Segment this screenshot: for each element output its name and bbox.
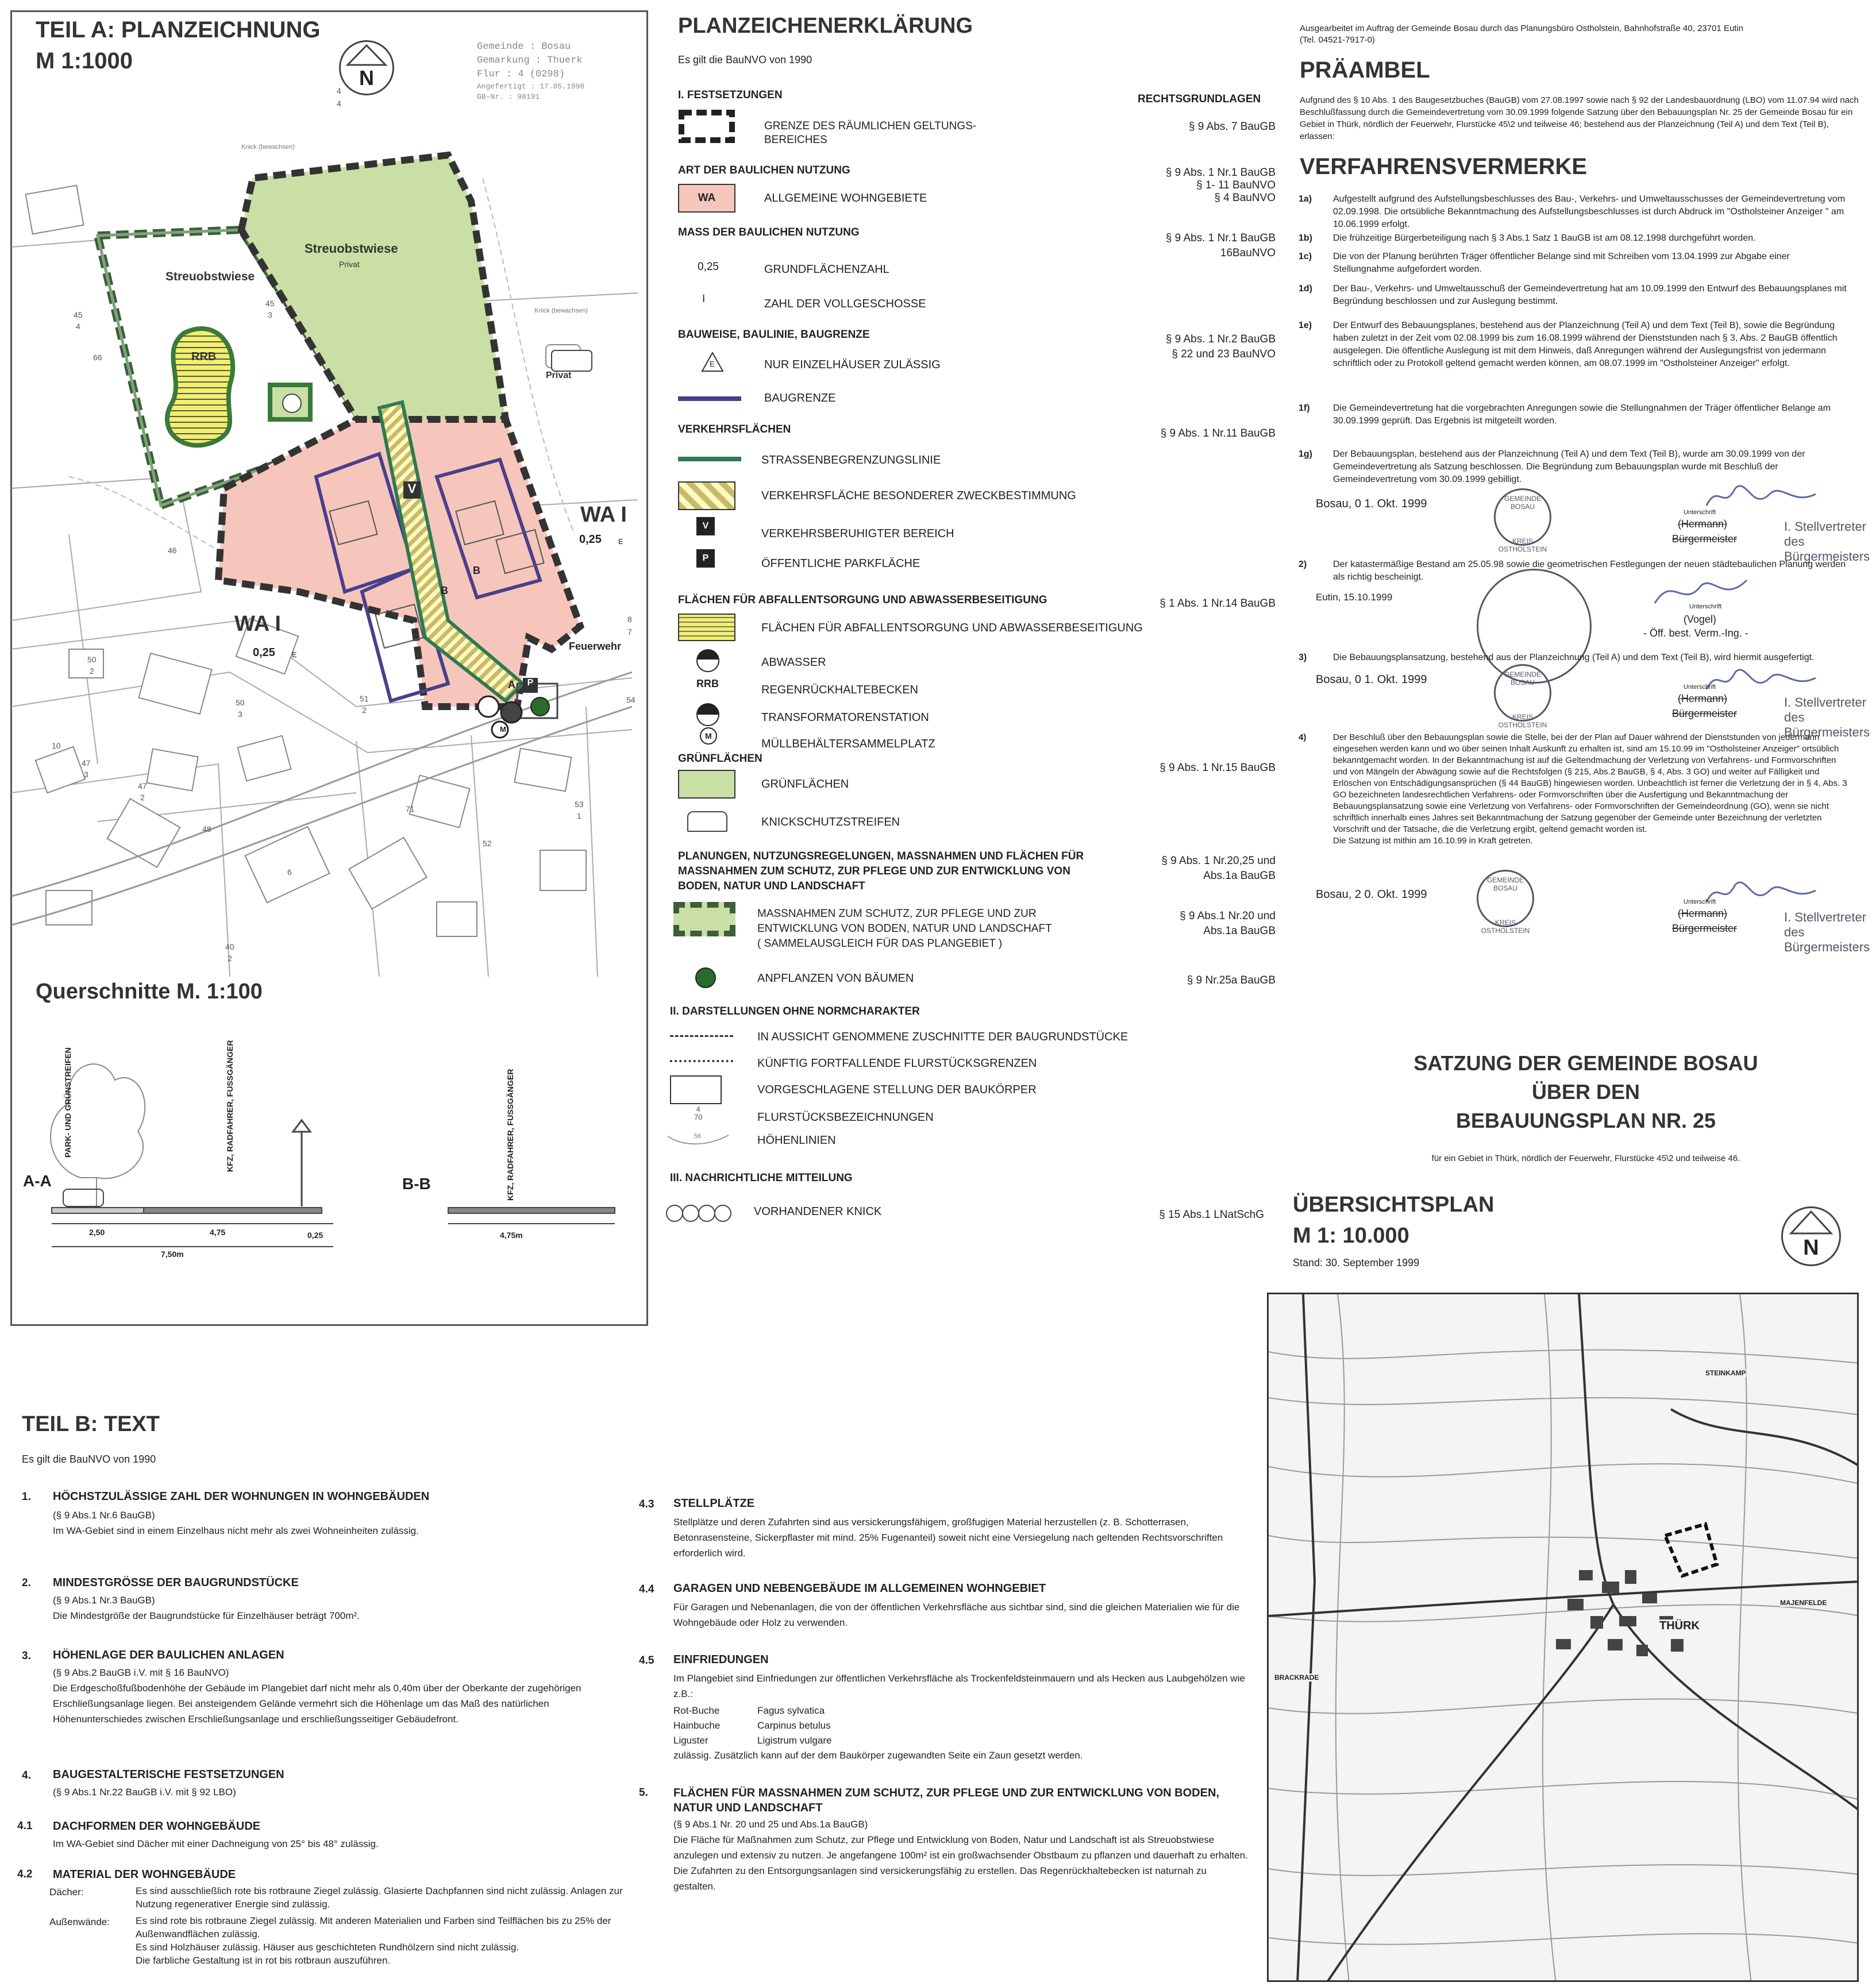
tb-key: Dächer: [49,1887,84,1898]
label-knick-1: Knick (bewachsen) [241,144,295,151]
legend-rechtsgrundlagen: RECHTSGRUNDLAGEN [1138,93,1261,105]
tb-heading: MINDESTGRÖSSE DER BAUGRUNDSTÜCKE [53,1576,299,1589]
knick-schutz-icon [687,811,727,832]
einzelhaus-letter: E [710,360,715,368]
proc-num: 1c) [1299,252,1312,261]
legend-wa: ALLGEMEINE WOHNGEBIETE [764,192,927,205]
parcel-label: 47 [138,781,147,790]
teil-b-baunvo: Es gilt die BauNVO von 1990 [22,1453,156,1465]
law-verkehr: § 9 Abs. 1 Nr.11 BauGB [1160,427,1276,439]
parcel-label: 52 [483,839,492,848]
parcel-label: 8 [627,615,632,624]
proc-text: Der Bebauungsplan, bestehend aus der Planzeichnung (Teil A) und dem Text (Teil B), wurde am 30.09.1999 von der Gemeindevertretung als Satzung beschlossen. Die Begründung zum Bebauungsplan wurde mit Beschluß der Gemeindevertretung vom 30.09.1999 gebilligt. [1333,449,1805,484]
legend-flurstueck: FLURSTÜCKSBEZEICHNUNGEN [757,1111,934,1124]
proc-text: Die frühzeitige Bürgerbeteiligung nach § 3 Abs.1 Satz 1 BauGB ist am 08.12.1998 durchgeführt worden. [1333,233,1756,243]
proc-1a [1299,193,1850,231]
tb-text: Für Garagen und Nebenanlagen, die von der öffentlichen Verkehrsfläche aus sichtbar sind, sind die gleichen Materialien wie für die Wohngebäude oder Holz zu verwenden. [673,1602,1240,1628]
proc-1b [1299,232,1850,245]
parcel-label: 2 [362,705,367,715]
tb-num: 4.2 [17,1868,33,1880]
uebersicht-scale: M 1: 10.000 [1293,1224,1409,1248]
label-b-1: B [473,565,480,576]
sig1-place: Bosau, 0 1. Okt. 1999 [1316,498,1427,510]
dim-475m: 4,75m [500,1231,523,1240]
tb-num: 4.5 [639,1655,654,1667]
parcel-label: 48 [202,824,211,834]
legend-muell: MÜLLBEHÄLTERSAMMELPLATZ [761,738,935,750]
label-v: V [403,481,421,499]
tb-num: 4. [22,1769,31,1781]
plant-name: Rot-Buche [673,1705,720,1716]
hoehenlinie-symbol: 56 [694,1133,702,1140]
label-b-2: B [441,585,448,596]
tb-heading: HÖHENLAGE DER BAULICHEN ANLAGEN [53,1649,284,1661]
tb-text: (§ 9 Abs.1 Nr. 20 und 25 und Abs.1a BauGB) Die Fläche für Maßnahmen zum Schutz, zur Pflege und Entwicklung von Boden, Natur und Landschaft ist als Streuobstwiese anzulegen und extensiv zu nutzen. Je angefangene 100m² ist ein großwachsender Obstbaum zu pflanzen und dauerhaft zu erhalten. Die Zufahrten zu den Entsorgungsanlagen sind versickerungsfähig zu erstellen. Das Regenrückhaltebecken ist naturnah zu gestalten. [673,1819,1248,1892]
legend-verkehrsberuhigt: VERKEHRSBERUHIGTER BEREICH [761,527,954,540]
tb-key: Außenwände: [49,1916,110,1927]
parcel-label: 3 [84,770,88,779]
legend-head-art: ART DER BAULICHEN NUTZUNG [678,164,850,176]
legend-baukoerper: VORGESCHLAGENE STELLUNG DER BAUKÖRPER [757,1083,1037,1096]
gruen-symbol [678,770,735,799]
stamp-1 [1494,488,1551,553]
parcel-label: 4 [337,99,341,108]
vertical-label-1: PARK- UND GRÜNSTREIFEN [63,1047,72,1158]
north-label-2: N [1803,1236,1819,1260]
sig1-unterschrift: Unterschrift [1684,509,1716,516]
sig4-buergermeister: Bürgermeister [1672,923,1738,934]
info-flur: Flur : 4 (0298) [477,69,565,80]
map-label-thuerk: THÜRK [1659,1619,1700,1632]
querschnitte-title: Querschnitte M. 1:100 [36,979,263,1004]
tb-heading: FLÄCHEN FÜR MASSNAHMEN ZUM SCHUTZ, ZUR PFLEGE UND ZUR ENTWICKLUNG VON BODEN, NATUR UND LANDSCHAFT [673,1787,1219,1814]
info-gemeinde: Gemeinde : Bosau [477,41,571,52]
vertical-label-3: KFZ, RADFAHRER, FUSSGÄNGER [506,1069,515,1201]
parcel-label: 45 [74,310,83,319]
legend-zuschnitt: IN AUSSICHT GENOMMENE ZUSCHNITTE DER BAUGRUNDSTÜCKE [757,1031,1128,1043]
legend-head-mass: MASS DER BAULICHEN NUTZUNG [678,226,860,238]
law-mass: § 9 Abs. 1 Nr.1 BauGB 16BauNVO [1165,232,1276,259]
sig4-place: Bosau, 2 0. Okt. 1999 [1316,888,1427,901]
legend-hoehenlinie: HÖHENLINIEN [757,1134,836,1147]
tb-text: (§ 9 Abs.2 BauGB i.V. mit § 16 BauNVO) Die Erdgeschoßfußbodenhöhe der Gebäude im Plangebiet darf nicht mehr als 0,40m über der Oberkante der zugehörigen Erschließungsanlage liegen. Bei ansteigendem Gelände vermehrt sich die Höhenlage um das Maß des natürlichen Höhenunterschiedes zwischen Erschließungsanlage und erschließungsseitiger Gebäudefront. [53,1667,581,1725]
label-wa-1: WA I [580,503,627,527]
parcel-label: 7 [627,627,632,637]
legend-head-nachrichtlich: III. NACHRICHTLICHE MITTEILUNG [670,1172,853,1184]
legend-knickschutz: KNICKSCHUTZSTREIFEN [761,816,900,828]
abwasser-icon [696,649,719,672]
label-rrb: RRB [191,350,217,363]
legend-head-abfall: FLÄCHEN FÜR ABFALLENTSORGUNG UND ABWASSERBESEITIGUNG [678,594,1047,606]
tb-num: 5. [639,1787,648,1799]
teil-b-title: TEIL B: TEXT [22,1412,160,1436]
parcel-label: 6 [287,867,292,877]
tb-heading: STELLPLÄTZE [673,1497,755,1510]
proc-text: Die Bebauungsplansatzung, bestehend aus der Planzeichnung (Teil A) und dem Text (Teil B), wird hiermit ausgefertigt. [1333,653,1815,662]
proc-num: 1e) [1299,321,1312,330]
stamp-3 [1494,664,1551,729]
legend-head-darstellungen: II. DARSTELLUNGEN OHNE NORMCHARAKTER [670,1005,920,1017]
tb-heading: BAUGESTALTERISCHE FESTSETZUNGEN [53,1768,284,1781]
proc-num: 1g) [1299,449,1312,459]
legend-abwasser: ABWASSER [761,656,826,669]
proc-text: Der Beschluß über den Bebauungsplan sowie die Stelle, bei der der Plan auf Dauer während der Dienststunden von jedermann eingesehen werden kann und wo über seinen Inhalt Auskunft zu erhalten ist, sind am 15.10.99 im "Ostholsteiner Anzeiger" ortsüblich bekanntgemacht worden. In der Bekanntmachung ist auf die Geltendmachung der Verletzung von Verfahrens- und Formvorschriften und von Mängeln der Abwägung sowie auf die Rechtsfolgen (§ 215, Abs.2 BauGB, § 4, Abs. 3 GO) und weiter auf Fälligkeit und Erlöschen von Entschädigungsansprüchen (§ 44 BauGB) hingewiesen worden. Unbeachtlich ist ferner die Verletzung der in § 4, Abs. 3 GO bezeichneten landesrechtlichen Verfahrens- oder Formvorschriften über die Ausfertigung und Bekanntmachung der Bebauungsplansatzung sowie eine Verletzung von Verfahrens- oder Formvorschriften der Gemeindeordnung (GO), wenn sie nicht schriftlich innerhalb eines Jahres seit Bekanntmachung der Satzung gegenüber der Gemeinde unter Bezeichnung der verletzten Vorschrift und der Tatsache, die die Verletzung ergibt, geltend gemacht worden ist. Die Satzung ist mithin am 16.10.99 in Kraft getreten. [1333,732,1847,846]
einzelhaus-symbol [701,352,724,372]
tb-text: Es sind rote bis rotbraune Ziegel zulässig. Mit anderen Materialien und Farben sind Teilflächen bis zu 25% der Außenwandflächen zulässig. Es sind Holzhäuser zulässig. Häuser aus geschichteten Rundhölzern sind nicht zulässig. Die farbliche Gestaltung ist in rot bis rotbraun auszuführen. [136,1915,611,1966]
tb-num: 4.4 [639,1583,654,1595]
transformator-icon [696,703,719,726]
sig4-stellv: I. Stellvertreter des Bürgermeisters [1784,910,1870,954]
parcel-label: 53 [575,800,584,809]
sig3-stellv: I. Stellvertreter des Bürgermeisters [1784,695,1870,739]
tb-heading: MATERIAL DER WOHNGEBÄUDE [53,1868,236,1881]
proc-4 [1299,732,1850,847]
sig3-buergermeister: Bürgermeister [1672,708,1738,719]
legend-head-massnahmen: PLANUNGEN, NUTZUNGSREGELUNGEN, MASSNAHMEN UND FLÄCHEN FÜR MASSNAHMEN ZUM SCHUTZ, ZUR PFLEGE UND ZUR ENTWICKLUNG VON BODEN, NATUR UND LANDSCHAFT [678,850,1084,892]
proc-num: 1d) [1299,284,1312,294]
map-label-majenfelde: MAJENFELDE [1780,1599,1827,1607]
knick-icon [665,1203,734,1224]
wa-symbol: WA [678,184,735,213]
tb-text: Im Plangebiet sind Einfriedungen zur öffentlichen Verkehrsfläche als Trockenfeldsteinmauern und als Hecken aus Laubgehölzen wie z.B.: [673,1673,1245,1699]
satzung-title: SATZUNG DER GEMEINDE BOSAU ÜBER DEN BEBAUUNGSPLAN NR. 25 [1413,1051,1758,1132]
legend-head-verkehr: VERKEHRSFLÄCHEN [678,423,791,435]
label-p: P [523,678,538,693]
plan-info-block [477,40,644,102]
parcel-label: 71 [406,804,415,813]
legend-head-bauweise: BAUWEISE, BAULINIE, BAUGRENZE [678,329,870,341]
sig4-hermann: (Hermann) [1678,908,1728,919]
label-streuobst-left: Streuobstwiese [165,270,255,283]
proc-1e [1299,319,1850,370]
law-gruen: § 9 Abs. 1 Nr.15 BauGB [1160,762,1276,774]
parcel-label: 3 [238,709,242,719]
rrb-basin [167,329,233,445]
site-plan [11,132,644,977]
parcel-label: 51 [360,694,369,703]
parcel-label: 66 [93,353,102,362]
topographic-map [1269,1294,1859,1982]
parcel-label: 10 [52,741,61,750]
plant-latin: Carpinus betulus [757,1720,831,1731]
sig2-vogel: (Vogel) [1684,614,1717,625]
parcel-label: 40 [225,942,234,951]
map-label-steinkamp: STEINKAMP [1705,1369,1746,1377]
label-streuobst-privat: Streuobstwiese [305,241,398,256]
label-privat-2: Privat [546,371,572,380]
legend-head-gruen: GRÜNFLÄCHEN [678,753,762,765]
label-knick-2: Knick (bewachsen) [534,307,588,314]
proc-text: Die von der Planung berührten Träger öffentlicher Belange sind mit Schreiben vom 13.04.1999 zur Abgabe einer Stellungnahme aufgefordert worden. [1333,252,1790,274]
proc-1d [1299,283,1850,308]
proc-text: Der katastermäßige Bestand am 25.05.98 sowie die geometrischen Festlegungen der neuen städtebaulichen Planung werden als richtig bescheinigt. [1333,560,1846,582]
sig4-unterschrift: Unterschrift [1684,898,1716,905]
uebersicht-title: ÜBERSICHTSPLAN [1293,1193,1494,1217]
p-symbol: P [696,549,715,568]
legend-abfall: FLÄCHEN FÜR ABFALLENTSORGUNG UND ABWASSERBESEITIGUNG [761,622,1143,634]
uebersicht-map [1267,1293,1859,1982]
proc-1c [1299,250,1850,276]
stamp-text: KREIS OSTHOLSTEIN [1498,713,1547,729]
plant-name: Liguster [673,1735,708,1746]
sig1-buergermeister: Bürgermeister [1672,533,1738,545]
dim-250: 2,50 [89,1228,105,1237]
parcel-label: 54 [626,695,635,704]
proc-num: 4) [1299,732,1307,742]
sig3-place: Bosau, 0 1. Okt. 1999 [1316,673,1427,686]
section-bb-label: B-B [402,1175,431,1193]
law-knick: § 15 Abs.1 LNatSchG [1159,1209,1264,1221]
massnahmen-symbol [673,902,735,936]
legend-vollgeschosse: ZAHL DER VOLLGESCHOSSE [764,298,926,310]
proc-text: Der Entwurf des Bebauungsplanes, bestehend aus der Planzeichnung (Teil A) und dem Text (Teil B), sowie die Begründung haben zuletzt in der Zeit vom 02.08.1999 bis zum 16.08.1999 während der Dienststunden nach § 3, Abs. 2 BauGB öffentlich ausgelegen. Die öffentliche Auslegung ist mit dem Hinweis, daß Anregungen während der Auslegungsfrist von jedermann schriftlich oder zu Protokoll geltend gemacht werden können, am 08.07.1999 im "Ostholsteiner Anzeiger" erfolgt. [1333,321,1838,368]
sig3-unterschrift: Unterschrift [1684,684,1716,691]
legend-gruen: GRÜNFLÄCHEN [761,778,849,790]
legend-transformator: TRANSFORMATORENSTATION [761,711,929,724]
tb-num: 4.1 [17,1820,33,1832]
tb-num: 1. [22,1491,31,1503]
tb-text: (§ 9 Abs.1 Nr.22 BauGB i.V. mit § 92 LBO) [53,1787,236,1798]
legend-knick: VORHANDENER KNICK [754,1205,882,1218]
tb-num: 3. [22,1650,31,1662]
tb-text: (§ 9 Abs.1 Nr.6 BauGB) Im WA-Gebiet sind in einem Einzelhaus nicht mehr als zwei Wohneinheiten zulässig. [53,1510,419,1536]
tb-heading: GARAGEN UND NEBENGEBÄUDE IM ALLGEMEINEN WOHNGEBIET [673,1582,1046,1595]
muell-letter: M [705,731,712,741]
proc-2 [1299,558,1850,584]
tb-heading: DACHFORMEN DER WOHNGEBÄUDE [53,1820,261,1833]
dim-025: 0,25 [307,1231,323,1240]
satzung-subtitle: für ein Gebiet in Thürk, nördlich der Feuerwehr, Flurstücke 45\2 und teilweise 46. [1431,1154,1740,1163]
proc-num: 1b) [1299,233,1312,243]
legend-zweckbestimmung: VERKEHRSFLÄCHE BESONDERER ZWECKBESTIMMUNG [761,489,1076,502]
stamp-text: KREIS OSTHOLSTEIN [1481,919,1530,935]
legend-baunvo: Es gilt die BauNVO von 1990 [678,54,812,65]
sig3-hermann: (Hermann) [1678,693,1728,704]
law-abfall: § 1 Abs. 1 Nr.14 BauGB [1160,597,1276,610]
north-label: N [359,66,374,90]
legend-parkflaeche: ÖFFENTLICHE PARKFLÄCHE [761,557,920,570]
dim-750: 7,50m [161,1250,184,1259]
baugrenze-symbol [678,396,741,401]
grz-symbol: 0,25 [698,261,719,273]
proc-text: Die Gemeindevertretung hat die vorgebrachten Anregungen sowie die Stellungnahmen der Träger öffentlicher Belange am 30.09.1999 geprüft. Das Ergebnis ist mitgeteilt worden. [1333,403,1831,426]
rrb-symbol: RRB [696,678,719,689]
legend-geltungsbereich: GRENZE DES RÄUMLICHEN GELTUNGS- BEREICHES [764,120,977,146]
v-symbol: V [696,517,715,535]
legend-einzelhaus: NUR EINZELHÄUSER ZULÄSSIG [764,358,941,371]
proc-1f [1299,402,1850,427]
tb-text: Stellplätze und deren Zufahrten sind aus versickerungsfähigem, großfugigen Material herzustellen (z. B. Schotterrasen, Betonrasensteine, Sickerpflaster mit mind. 25% Fugenanteil) soweit nicht eine Versiegelung nach geltenden Rechtsvorschriften erforderlich wird. [673,1517,1223,1559]
parcel-label: 50 [236,698,245,707]
teil-a-title: TEIL A: PLANZEICHNUNG [36,17,321,43]
legend-massnahmen: MASSNAHMEN ZUM SCHUTZ, ZUR PFLEGE UND ZUR ENTWICKLUNG VON BODEN, NATUR UND LANDSCHAFT ( SAMMELAUSGLEICH FÜR DAS PLANGEBIET ) [757,908,1052,950]
geltungsbereich-symbol [678,109,735,144]
legend-festsetzungen: I. FESTSETZUNGEN [678,89,783,101]
plant-latin: Fagus sylvatica [757,1705,825,1716]
ausgearbeitet: Ausgearbeitet im Auftrag der Gemeinde Bosau durch das Planungsbüro Ostholstein, Bahnhofstraße 40, 23701 Eutin (Tel. 04521-7917-0) [1300,24,1744,45]
sig2-vermessung: - Öff. best. Verm.-Ing. - [1643,627,1748,639]
sig1-stellv: I. Stellvertreter des Bürgermeisters [1784,519,1870,564]
label-wa-2: WA I [234,612,281,636]
parcel-label: 2 [140,793,145,802]
zuschnitt-symbol [670,1035,733,1037]
sig1-hermann: (Hermann) [1678,518,1728,530]
tb-num: 4.3 [639,1498,654,1510]
signature-1 [1701,477,1827,517]
north-arrow-icon [339,40,394,95]
dim-475: 4,75 [210,1228,226,1237]
stamp-text: KREIS OSTHOLSTEIN [1498,537,1547,553]
zweckbestimmung-symbol [678,481,735,510]
label-grz-2: 0,25 [253,646,275,659]
north-arrow-2-icon [1781,1206,1841,1266]
proc-text: Der Bau-, Verkehrs- und Umweltausschuß der Gemeindevertretung hat am 10.09.1999 den Entwurf des Bebauungsplanes mit Begründung beschlossen und zur Auslegung bestimmt. [1333,284,1847,306]
legend-fortfallend: KÜNFTIG FORTFALLENDE FLURSTÜCKSGRENZEN [757,1057,1037,1070]
law-massnahmen: § 9 Abs. 1 Nr.20,25 und Abs.1a BauGB [1161,855,1276,882]
label-e-1: E [618,537,623,546]
sig2-unterschrift: Unterschrift [1689,603,1722,610]
proc-text: Aufgestellt aufgrund des Aufstellungsbeschlusses des Bau-, Verkehrs- und Umweltausschusses der Gemeindevertretung vom 02.09.1998. Die ortsübliche Bekanntmachung des Aufstellungsbeschlusses ist durch Abdruck im "Ostholsteiner Anzeiger " am 10.06.1999 erfolgt. [1333,194,1846,229]
law-bauweise: § 9 Abs. 1 Nr.2 BauGB § 22 und 23 BauNVO [1165,333,1276,360]
parcel-label: 50 [87,655,97,664]
parcel-label: 1 [577,811,581,820]
parcel-label: 2 [228,954,232,963]
law-geltungsbereich: § 9 Abs. 7 BauGB [1188,121,1276,133]
parcel-label: 2 [90,666,94,676]
law-massnahmen-2: § 9 Abs.1 Nr.20 und Abs.1a BauGB [1180,910,1276,937]
info-date: Angefertigt : 17.05.1998 [477,82,585,91]
parcel-label: 4 [337,86,341,95]
tb-heading: EINFRIEDUNGEN [673,1653,769,1666]
tb-text: (§ 9 Abs.1 Nr.3 BauGB) Die Mindestgröße der Baugrundstücke für Einzelhäuser beträgt 700m². [53,1595,360,1621]
baum-icon [695,967,716,988]
praeambel-text: Aufgrund des § 10 Abs. 1 des Baugesetzbuches (BauGB) vom 27.08.1997 sowie nach § 92 der Landesbauordnung (LBO) vom 11.07.94 wird nach Beschlußfassung durch die Gemeindevertretung vom 30.09.1999 folgende Satzung über den Bebauungsplan Nr. 25 der Gemeinde Bosau für ein Gebiet in Thürk, nördlich der Feuerwehr, Flurstücke 45\2 und teilweise 46; bestehend aus der Planzeichnung (Teil A) und dem Text (Teil B), erlassen: [1300,95,1859,141]
law-baum: § 9 Nr.25a BauGB [1187,974,1276,986]
cross-sections [23,1017,638,1270]
parcel-label: 47 [82,758,91,768]
plant-name: Hainbuche [673,1720,721,1731]
tb-text: Es sind ausschließlich rote bis rotbraune Ziegel zulässig. Glasierte Dachpfannen sind nicht zulässig. Anlagen zur Nutzung regenerativer Energie sind zulässig. [136,1885,623,1910]
strassenbegrenzung-symbol [678,457,741,461]
muell-icon [700,727,717,745]
legend-strassenbegrenzung: STRASSENBEGRENZUNGSLINIE [761,454,941,466]
stamp-text: GEMEINDE BOSAU [1504,495,1541,511]
proc-num: 3) [1299,653,1307,662]
parcel-label: 46 [168,546,177,555]
info-gbnr: GB-Nr. : 98191 [477,92,540,101]
law-art: § 9 Abs. 1 Nr.1 BauGB § 1- 11 BauNVO § 4 BauNVO [1165,167,1276,204]
verfahren-title: VERFAHRENSVERMERKE [1300,154,1588,179]
vertical-label-2: KFZ, RADFAHRER, FUSSGÄNGER [225,1040,234,1172]
tb-text: Im WA-Gebiet sind Dächer mit einer Dachneigung von 25° bis 48° zulässig. [53,1838,379,1849]
tb-heading: HÖCHSTZULÄSSIGE ZAHL DER WOHNUNGEN IN WOHNGEBÄUDEN [53,1490,430,1503]
flurstueck-symbol: 4 70 [694,1105,703,1121]
legend-rrb: REGENRÜCKHALTEBECKEN [761,684,919,696]
tb-text: zulässig. Zusätzlich kann auf der dem Baukörper zugewandten Seite ein Zaun gesetzt werden. [673,1750,1083,1761]
teil-a-scale: M 1:1000 [36,48,133,74]
fortfallend-symbol [670,1060,733,1062]
label-grz-1: 0,25 [579,533,602,546]
parcel-label: 4 [76,322,80,331]
section-aa-label: A-A [23,1172,52,1190]
stamp-4 [1477,870,1534,935]
label-a: A [508,679,515,691]
label-e-2: E [292,650,297,659]
praeambel-title: PRÄAMBEL [1300,57,1430,83]
label-m: M [500,725,506,734]
plant-latin: Ligistrum vulgare [757,1735,832,1746]
legend-baum: ANPFLANZEN VON BÄUMEN [757,972,914,985]
label-privat-1: Privat [339,260,360,269]
uebersicht-stand: Stand: 30. September 1999 [1293,1257,1420,1268]
label-feuerwehr: Feuerwehr [569,641,622,652]
legend-grz: GRUNDFLÄCHENZAHL [764,263,889,276]
legend-baugrenze: BAUGRENZE [764,392,836,404]
proc-num: 2) [1299,560,1307,569]
tb-num: 2. [22,1577,31,1589]
abfall-symbol [678,614,735,641]
legend-title: PLANZEICHENERKLÄRUNG [678,14,973,38]
proc-num: 1f) [1299,403,1310,413]
map-label-brackrade: BRACKRADE [1274,1673,1319,1682]
proc-num: 1a) [1299,194,1312,204]
info-gemarkung: Gemarkung : Thuerk [477,55,583,66]
parcel-label: 3 [268,310,272,319]
vollgeschosse-symbol: I [702,293,706,305]
baukoerper-symbol [670,1075,722,1104]
stamp-text: GEMEINDE BOSAU [1504,670,1541,687]
parcel-label: 45 [265,299,275,308]
stamp-text: GEMEINDE BOSAU [1486,876,1524,892]
sig2-place: Eutin, 15.10.1999 [1316,592,1393,603]
